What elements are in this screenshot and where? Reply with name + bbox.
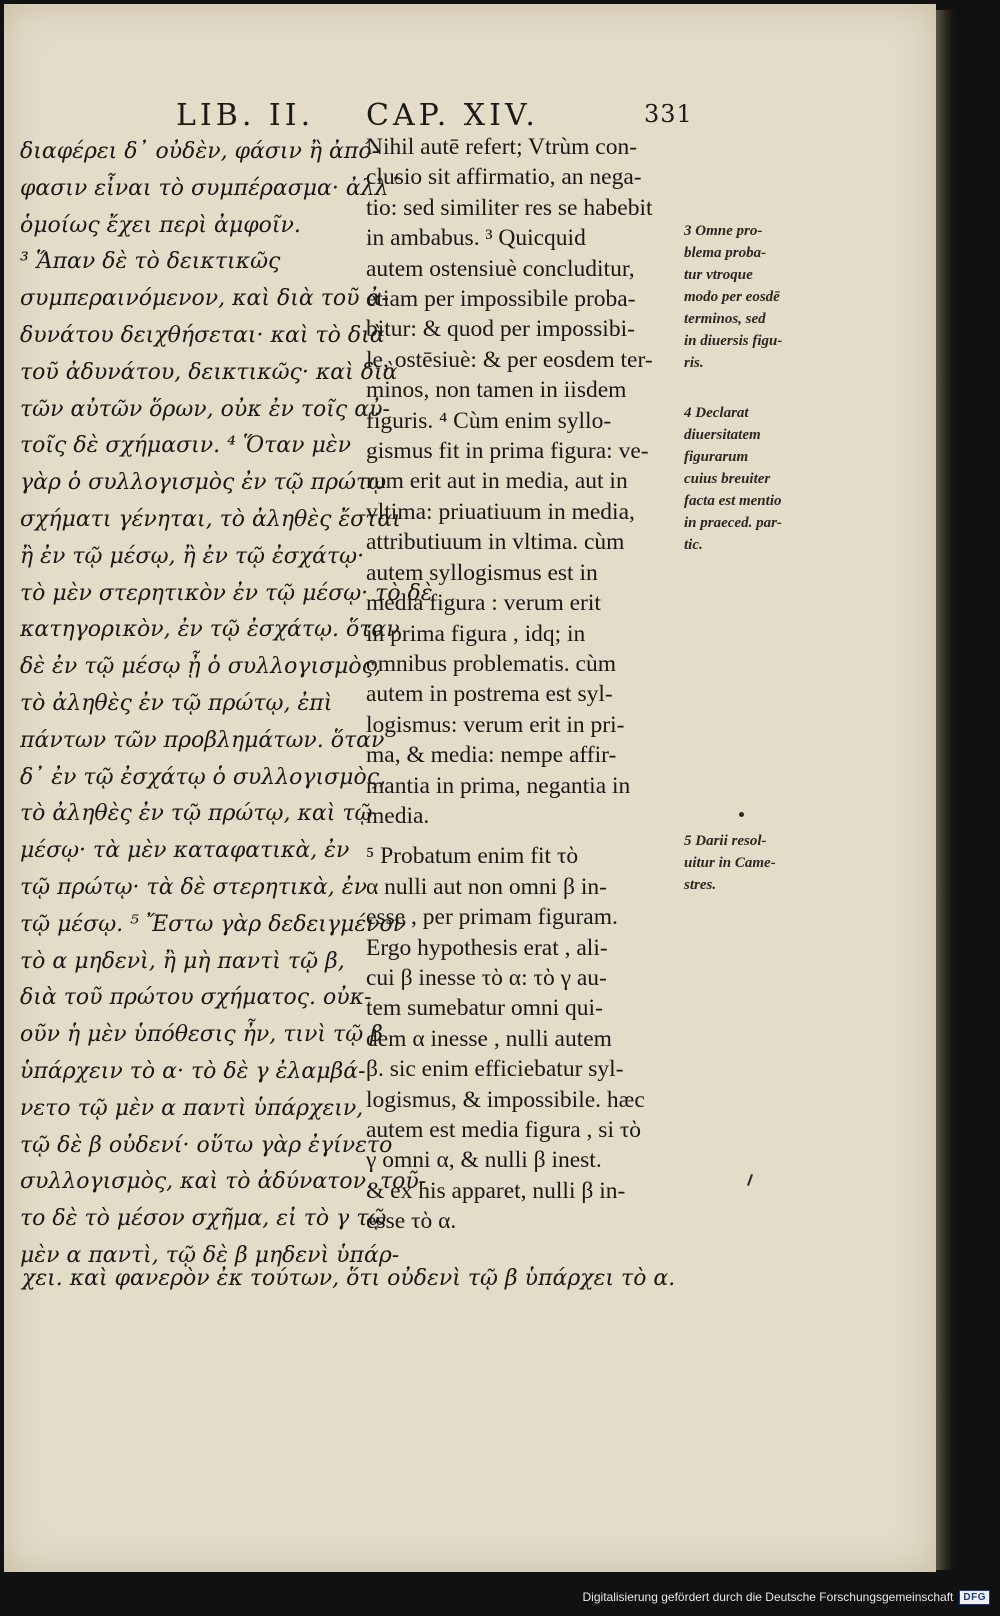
greek-text-line: ³ Ἅπαν δὲ τὸ δεικτικῶς — [20, 249, 281, 275]
latin-text-line: attributiuum in vltima. cùm — [366, 529, 625, 556]
marginal-note-line: in praeced. par- — [684, 515, 782, 531]
greek-text-line: τὸ α μηδενὶ, ἢ μὴ παντὶ τῷ β, — [20, 948, 345, 974]
paragraph-gap — [366, 831, 686, 841]
latin-text-line: bitur: & quod per impossibi- — [366, 316, 635, 343]
marginal-note-line: ris. — [684, 355, 704, 371]
latin-text-line: dem α inesse , nulli autem — [366, 1025, 612, 1052]
latin-text-line: media figura : verum erit — [366, 590, 601, 617]
latin-text-line: clusio sit affirmatio, an nega- — [366, 164, 642, 191]
greek-text-line: τῷ μέσῳ. ⁵ Ἔστω γὰρ δεδειγμένον — [20, 911, 407, 937]
greek-text-line: τὸ μὲν στερητικὸν ἐν τῷ μέσῳ· τὸ δὲ — [20, 580, 433, 606]
marginal-note-line: 4 Declarat — [684, 405, 749, 421]
page-edge-shadow — [936, 10, 954, 1570]
greek-text-line: γὰρ ὁ συλλογισμὸς ἐν τῷ πρώτῳ — [20, 470, 387, 496]
marginal-note-line: cuius breuiter — [684, 471, 771, 487]
latin-text-line: & ex his apparet, nulli β in- — [366, 1177, 626, 1204]
greek-text-line: συλλογισμὸς, καὶ τὸ ἀδύνατον. τοῦ- — [20, 1169, 427, 1195]
latin-text-line: le, ostēsiuè: & per eosdem ter- — [366, 346, 653, 373]
greek-text-line: δυνάτου δειχθήσεται· καὶ τὸ διὰ — [20, 322, 385, 348]
marginal-note-line: uitur in Came- — [684, 855, 776, 871]
greek-text-line: ὑπάρχειν τὸ α· τὸ δὲ γ ἐλαμβά- — [20, 1058, 366, 1084]
greek-text-line: πάντων τῶν προβλημάτων. ὅταν — [20, 727, 385, 753]
book-page — [4, 4, 936, 1572]
latin-text-line: esse , per primam figuram. — [366, 904, 618, 931]
greek-text-line: διαφέρει δ᾽ οὐδὲν, φάσιν ἢ ἀπό- — [20, 139, 380, 164]
latin-text-line: autem ostensiuè concluditur, — [366, 255, 635, 282]
greek-text-line: ὁμοίως ἔχει περὶ ἀμφοῖν. — [20, 212, 301, 238]
page-number: 331 — [644, 100, 693, 128]
marginal-note-line: 3 Omne pro- — [684, 223, 763, 239]
greek-text-line: τῷ πρώτῳ· τὰ δὲ στερητικὰ, ἐν — [20, 874, 367, 900]
greek-text-line: διὰ τοῦ πρώτου σχήματος. οὐκ- — [20, 985, 372, 1011]
marginal-note-line: in diuersis figu- — [684, 333, 783, 349]
greek-text-line: το δὲ τὸ μέσον σχῆμα, εἰ τὸ γ τῷ — [20, 1206, 387, 1232]
chapter-label: CAP. XIV. — [366, 98, 539, 133]
greek-text-line: οῦν ἡ μὲν ὑπόθεσις ἦν, τινὶ τῷ β — [20, 1022, 383, 1048]
latin-text-line: autem in postrema est syl- — [366, 681, 613, 708]
book-label: LIB. II. — [176, 98, 315, 133]
marginal-note-line: figurarum — [684, 449, 749, 465]
greek-final-line: χει. καὶ φανερὸν ἐκ τούτων, ὅτι οὐδενὶ τῷ β ὑπάρχει τὸ α. — [22, 1266, 676, 1291]
latin-text-line: γ omni α, & nulli β inest. — [366, 1147, 602, 1174]
latin-text-line: ma, & media: nempe affir- — [366, 742, 617, 769]
greek-text-line: συμπεραινόμενον, καὶ διὰ τοῦ ἀ- — [20, 286, 389, 312]
marginal-note-4 — [684, 402, 834, 556]
greek-text-line: νετο τῷ μὲν α παντὶ ὑπάρχειν, — [20, 1095, 364, 1121]
latin-text-line: in prima figura , idq; in — [366, 620, 586, 647]
greek-text-line: δὲ ἐν τῷ μέσῳ ᾖ ὁ συλλογισμὸς, — [20, 654, 381, 680]
latin-text-line: tem sumebatur omni qui- — [366, 995, 603, 1022]
marginal-note-line: terminos, sed — [684, 311, 766, 327]
latin-text-line: gismus fit in prima figura: ve- — [366, 438, 649, 465]
latin-text-line: tio: sed similiter res se habebit — [366, 194, 653, 221]
greek-text-line: κατηγορικὸν, ἐν τῷ ἐσχάτῳ. ὅταν — [20, 617, 400, 643]
marginal-note-line: tur vtroque — [684, 267, 753, 283]
latin-text-line: omnibus problematis. cùm — [366, 650, 616, 677]
greek-text-line: τὸ ἀληθὲς ἐν τῷ πρώτῳ, καὶ τῷ — [20, 801, 373, 827]
marginal-note-line: 5 Darii resol- — [684, 833, 767, 849]
ink-dot — [739, 812, 744, 817]
ink-mark — [747, 1174, 753, 1186]
dfg-logo-icon: DFG — [959, 1590, 990, 1605]
greek-text-line: τοῦ ἀδυνάτου, δεικτικῶς· καὶ διὰ — [20, 359, 398, 385]
latin-text-line: figuris. ⁴ Cùm enim syllo- — [366, 407, 612, 434]
greek-text-line: σχήματι γένηται, τὸ ἀληθὲς ἔσται — [20, 506, 401, 532]
marginal-note-line: diuersitatem — [684, 427, 761, 443]
greek-text-line: δ᾽ ἐν τῷ ἐσχάτῳ ὁ συλλογισμὸς, — [20, 764, 387, 790]
latin-text-line: in ambabus. ³ Quicquid — [366, 225, 586, 252]
greek-text-line: ἢ ἐν τῷ μέσῳ, ἢ ἐν τῷ ἐσχάτῳ· — [20, 543, 365, 569]
latin-text-line: media. — [366, 802, 430, 829]
latin-text-line: autem est media figura , si τὸ — [366, 1117, 642, 1143]
marginal-note-line: stres. — [684, 877, 717, 893]
greek-text-line: τοῖς δὲ σχήμασιν. ⁴ Ὅταν μὲν — [20, 433, 351, 459]
marginal-note-5 — [684, 830, 834, 896]
digitization-footer — [583, 1586, 990, 1608]
latin-text-line: logismus, & impossibile. hæc — [366, 1086, 645, 1113]
latin-text-line: logismus: verum erit in pri- — [366, 711, 625, 738]
latin-text-line: Ergo hypothesis erat , ali- — [366, 934, 608, 961]
marginal-note-line: modo per eosdē — [684, 289, 780, 305]
marginal-note-line: facta est mentio — [684, 493, 782, 509]
latin-text-line: etiam per impossibile proba- — [366, 286, 636, 313]
footer-text: Digitalisierung gefördert durch die Deutsche Forschungsgemeinschaft — [582, 1590, 954, 1604]
latin-text-line: β. sic enim efficiebatur syl- — [366, 1056, 624, 1083]
greek-text-line: τῶν αὐτῶν ὅρων, οὐκ ἐν τοῖς αὐ- — [20, 396, 390, 422]
marginal-note-line: blema proba- — [684, 245, 767, 261]
latin-text-column — [366, 132, 686, 1237]
latin-text-line: rum erit aut in media, aut in — [366, 468, 628, 495]
greek-text-line: τῷ δὲ β οὐδενί· οὕτω γὰρ ἐγίνετο — [20, 1132, 393, 1158]
latin-text-line: minos, non tamen in iisdem — [366, 377, 627, 404]
greek-text-line: φασιν εἶναι τὸ συμπέρασμα· ἀλλ᾽ — [20, 175, 400, 201]
latin-text-line: ⁵ Probatum enim fit τὸ — [366, 843, 579, 870]
latin-text-line: vltima: priuatiuum in media, — [366, 498, 635, 525]
latin-text-line: α nulli aut non omni β in- — [366, 873, 607, 900]
marginal-note-line: tic. — [684, 537, 703, 553]
latin-text-line: mantia in prima, negantia in — [366, 772, 631, 799]
latin-text-line: autem syllogismus est in — [366, 559, 598, 586]
greek-text-line: τὸ ἀληθὲς ἐν τῷ πρώτῳ, ἐπὶ — [20, 690, 333, 716]
greek-text-line: μὲν α παντὶ, τῷ δὲ β μηδενὶ ὑπάρ- — [20, 1242, 400, 1268]
marginal-note-3 — [684, 220, 834, 374]
latin-text-line: Nihil autē refert; Vtrùm con- — [366, 134, 638, 160]
latin-text-line: cui β inesse τὸ α: τὸ γ au- — [366, 964, 607, 991]
latin-text-line: esse τὸ α. — [366, 1208, 457, 1235]
greek-text-line: μέσῳ· τὰ μὲν καταφατικὰ, ἐν — [20, 838, 350, 864]
